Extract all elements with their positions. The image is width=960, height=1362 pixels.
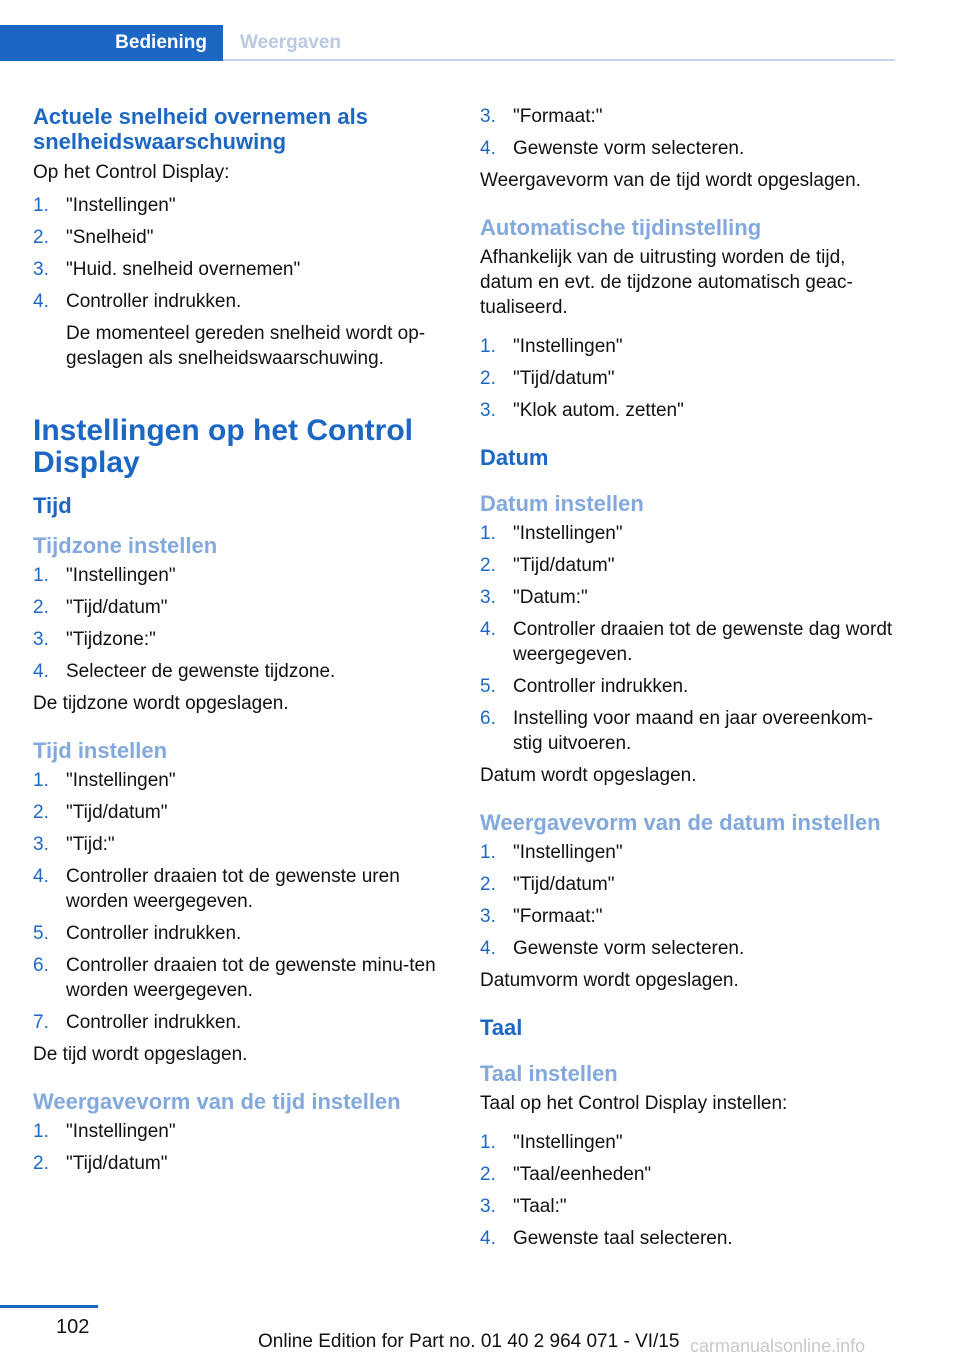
list-item: 2. "Tijd/datum" [33, 597, 168, 618]
main-title: Instellingen op het Control Display [33, 414, 413, 479]
steps-list [480, 1130, 900, 1251]
list-item: 5. Controller indrukken. [480, 676, 689, 697]
steps-list [33, 1119, 448, 1176]
page-number: 102 [56, 1316, 90, 1338]
list-item: 2. "Taal/eenheden" [480, 1164, 652, 1185]
left-column [33, 104, 448, 1183]
watermark: carmanualsonline.info [690, 1336, 866, 1356]
list-item: 2. "Tijd/datum" [480, 555, 615, 576]
list-item: 6. Instelling voor maand en jaar overeenkom-stig uitvoeren. [480, 708, 874, 754]
list-item: 3. "Formaat:" [480, 906, 603, 927]
steps-list [480, 334, 900, 423]
section-title: Taal [480, 1015, 523, 1040]
list-item: 5. Controller indrukken. [33, 923, 242, 944]
tab-weergaven[interactable]: Weergaven [240, 32, 342, 53]
paragraph: Weergavevorm van de tijd wordt opgeslagen. [480, 170, 861, 191]
subsection-title: Taal instellen [480, 1061, 618, 1086]
list-item: 4. Controller draaien tot de gewenste uren worden weergegeven. [33, 866, 400, 912]
subsection-title: Weergavevorm van de datum instellen [480, 810, 881, 835]
step-note: De momenteel gereden snelheid wordt op-geslagen als snelheidswaarschuwing. [66, 323, 426, 369]
list-item: 3. "Huid. snelheid overnemen" [33, 259, 301, 280]
steps-list [33, 768, 448, 1035]
list-item: 3. "Klok autom. zetten" [480, 400, 684, 421]
list-item: 2. "Tijd/datum" [33, 802, 168, 823]
tab-divider [223, 59, 895, 61]
list-item: 2. "Tijd/datum" [480, 368, 615, 389]
list-item: 3. "Taal:" [480, 1196, 567, 1217]
list-item: 4. Gewenste taal selecteren. [480, 1228, 733, 1249]
list-item: 1. "Instellingen" [33, 770, 176, 791]
list-item: 1. "Instellingen" [33, 1121, 176, 1142]
steps-list [33, 193, 448, 371]
edition-text: Online Edition for Part no. 01 40 2 964 071 - VI/15 [258, 1331, 680, 1352]
paragraph: Datum wordt opgeslagen. [480, 765, 697, 786]
steps-list [480, 104, 900, 161]
subsection-title: Automatische tijdinstelling [480, 215, 762, 240]
subsection-title: Weergavevorm van de tijd instellen [33, 1089, 401, 1114]
list-item: 3. "Formaat:" [480, 106, 603, 127]
subsection-title: Datum instellen [480, 491, 644, 516]
list-item: 1. "Instellingen" [480, 523, 623, 544]
list-item: 1. "Instellingen" [480, 842, 623, 863]
list-item: 2. "Tijd/datum" [33, 1153, 168, 1174]
section-title: Tijd [33, 493, 72, 518]
subsection-title: Tijdzone instellen [33, 533, 218, 558]
paragraph: Datumvorm wordt opgeslagen. [480, 970, 739, 991]
steps-list [33, 563, 448, 684]
list-item: 4. Controller indrukken. De momenteel gereden snelheid wordt op-geslagen als snelheidswaarschuwing. [33, 289, 448, 371]
list-item: 1. "Instellingen" [33, 195, 176, 216]
paragraph: De tijdzone wordt opgeslagen. [33, 693, 289, 714]
chapter-tabs [0, 25, 895, 61]
list-item: 4. Selecteer de gewenste tijdzone. [33, 661, 336, 682]
list-item: 4. Controller draaien tot de gewenste dag wordt weergegeven. [480, 619, 893, 665]
section-title: Datum [480, 445, 549, 470]
list-item: 4. Gewenste vorm selecteren. [480, 938, 745, 959]
right-column [480, 104, 900, 1258]
subsection-title: Tijd instellen [33, 738, 168, 763]
paragraph: Afhankelijk van de uitrusting worden de tijd, datum en evt. de tijdzone automatisch geac-tualiseerd. [480, 247, 853, 318]
list-item: 3. "Tijd:" [33, 834, 115, 855]
list-item: 3. "Datum:" [480, 587, 588, 608]
list-item: 3. "Tijdzone:" [33, 629, 156, 650]
paragraph: De tijd wordt opgeslagen. [33, 1044, 248, 1065]
list-item: 4. Gewenste vorm selecteren. [480, 138, 745, 159]
paragraph: Op het Control Display: [33, 162, 230, 183]
list-item: 1. "Instellingen" [480, 1132, 623, 1153]
tab-bediening[interactable]: Bediening [0, 25, 223, 61]
list-item: 1. "Instellingen" [480, 336, 623, 357]
paragraph: Taal op het Control Display instellen: [480, 1093, 788, 1114]
list-item: 6. Controller draaien tot de gewenste minu-ten worden weergegeven. [33, 955, 436, 1001]
list-item: 1. "Instellingen" [33, 565, 176, 586]
list-item: 7. Controller indrukken. [33, 1012, 242, 1033]
section-title: Actuele snelheid overnemen als snelheidswaarschuwing [33, 104, 369, 154]
list-item: 2. "Tijd/datum" [480, 874, 615, 895]
steps-list [480, 521, 900, 756]
steps-list [480, 840, 900, 961]
list-item: 2. "Snelheid" [33, 227, 154, 248]
footer-divider [0, 1305, 98, 1308]
